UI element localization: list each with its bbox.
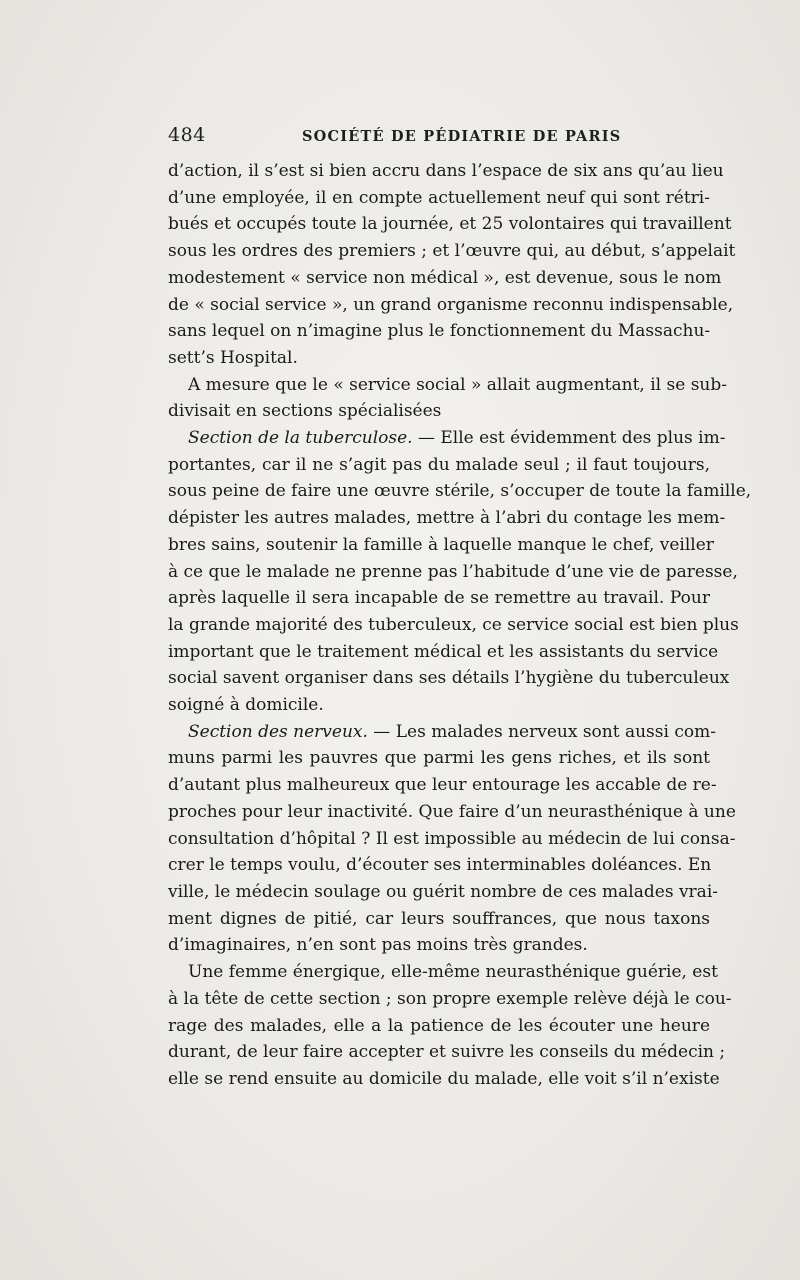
page-number: 484 — [168, 124, 206, 146]
text-line: dépister les autres malades, mettre à l’abri du contage les mem- — [168, 508, 726, 529]
text-line: de « social service », un grand organisme reconnu indispensable, — [168, 294, 734, 315]
text-line: rage des malades, elle a la patience de les écouter une heure — [168, 1015, 710, 1036]
text-line: à la tête de cette section ; son propre exemple relève déjà le cou- — [168, 988, 732, 1009]
text-line: sans lequel on n’imagine plus le fonctionnement du Massachu- — [168, 321, 711, 342]
text-line: d’une employée, il en compte actuellement neuf qui sont rétri- — [168, 187, 710, 208]
text-line: d’imaginaires, n’en sont pas moins très grandes. — [168, 935, 588, 956]
text-line: ment dignes de pitié, car leurs souffrances, que nous taxons — [168, 908, 710, 929]
text-line: sett’s Hospital. — [168, 347, 298, 368]
text-line: bués et occupés toute la journée, et 25 volontaires qui travaillent — [168, 214, 732, 235]
paragraph-2 — [168, 372, 727, 425]
running-title: SOCIÉTÉ DE PÉDIATRIE DE PARIS — [302, 128, 622, 145]
text-line: divisait en sections spécialisées — [168, 401, 442, 422]
text-run: — Elle est évidemment des plus im- — [412, 428, 726, 449]
text-line: après laquelle il sera incapable de se remettre au travail. Pour — [168, 588, 710, 609]
body-text — [168, 158, 752, 1093]
text-line: social savent organiser dans ses détails l’hygiène du tuberculeux — [168, 668, 730, 689]
paragraph-5 — [168, 959, 732, 1093]
text-line: proches pour leur inactivité. Que faire d’un neurasthénique à une — [168, 801, 736, 822]
paragraph-tuberculose — [168, 425, 752, 719]
text-line: crer le temps voulu, d’écouter ses interminables doléances. En — [168, 855, 712, 876]
text-line — [168, 719, 716, 746]
text-line: A mesure que le « service social » allait augmentant, il se sub- — [188, 374, 727, 395]
text-line: la grande majorité des tuberculeux, ce service social est bien plus — [168, 614, 739, 635]
paragraph-1 — [168, 158, 736, 372]
text-line: bres sains, soutenir la famille à laquelle manque le chef, veiller — [168, 534, 714, 555]
section-heading-nerveux: Section des nerveux. — [188, 721, 368, 742]
paragraph-nerveux — [168, 719, 736, 959]
text-line: Une femme énergique, elle-même neurasthénique guérie, est — [188, 962, 718, 983]
text-line: sous les ordres des premiers ; et l’œuvre qui, au début, s’appelait — [168, 241, 736, 262]
text-line: muns parmi les pauvres que parmi les gens riches, et ils sont — [168, 748, 710, 769]
text-line: modestement « service non médical », est devenue, sous le nom — [168, 267, 722, 288]
text-line: portantes, car il ne s’agit pas du malade seul ; il faut toujours, — [168, 454, 710, 475]
text-line: à ce que le malade ne prenne pas l’habitude d’une vie de paresse, — [168, 561, 738, 582]
text-line: d’autant plus malheureux que leur entourage les accable de re- — [168, 775, 717, 796]
text-line — [168, 425, 726, 452]
text-line: consultation d’hôpital ? Il est impossible au médecin de lui consa- — [168, 828, 736, 849]
text-line: sous peine de faire une œuvre stérile, s’occuper de toute la famille, — [168, 481, 752, 502]
text-line: d’action, il s’est si bien accru dans l’espace de six ans qu’au lieu — [168, 161, 724, 181]
text-line: elle se rend ensuite au domicile du malade, elle voit s’il n’existe — [168, 1068, 720, 1089]
text-line: important que le traitement médical et les assistants du service — [168, 641, 719, 662]
text-line: ville, le médecin soulage ou guérit nombre de ces malades vrai- — [168, 881, 719, 902]
page-header — [168, 124, 728, 154]
section-heading-tuberculose: Section de la tuberculose. — [188, 428, 413, 449]
text-line: soigné à domicile. — [168, 695, 324, 716]
text-line: durant, de leur faire accepter et suivre les conseils du médecin ; — [168, 1042, 726, 1063]
text-run: — Les malades nerveux sont aussi com- — [367, 721, 716, 742]
